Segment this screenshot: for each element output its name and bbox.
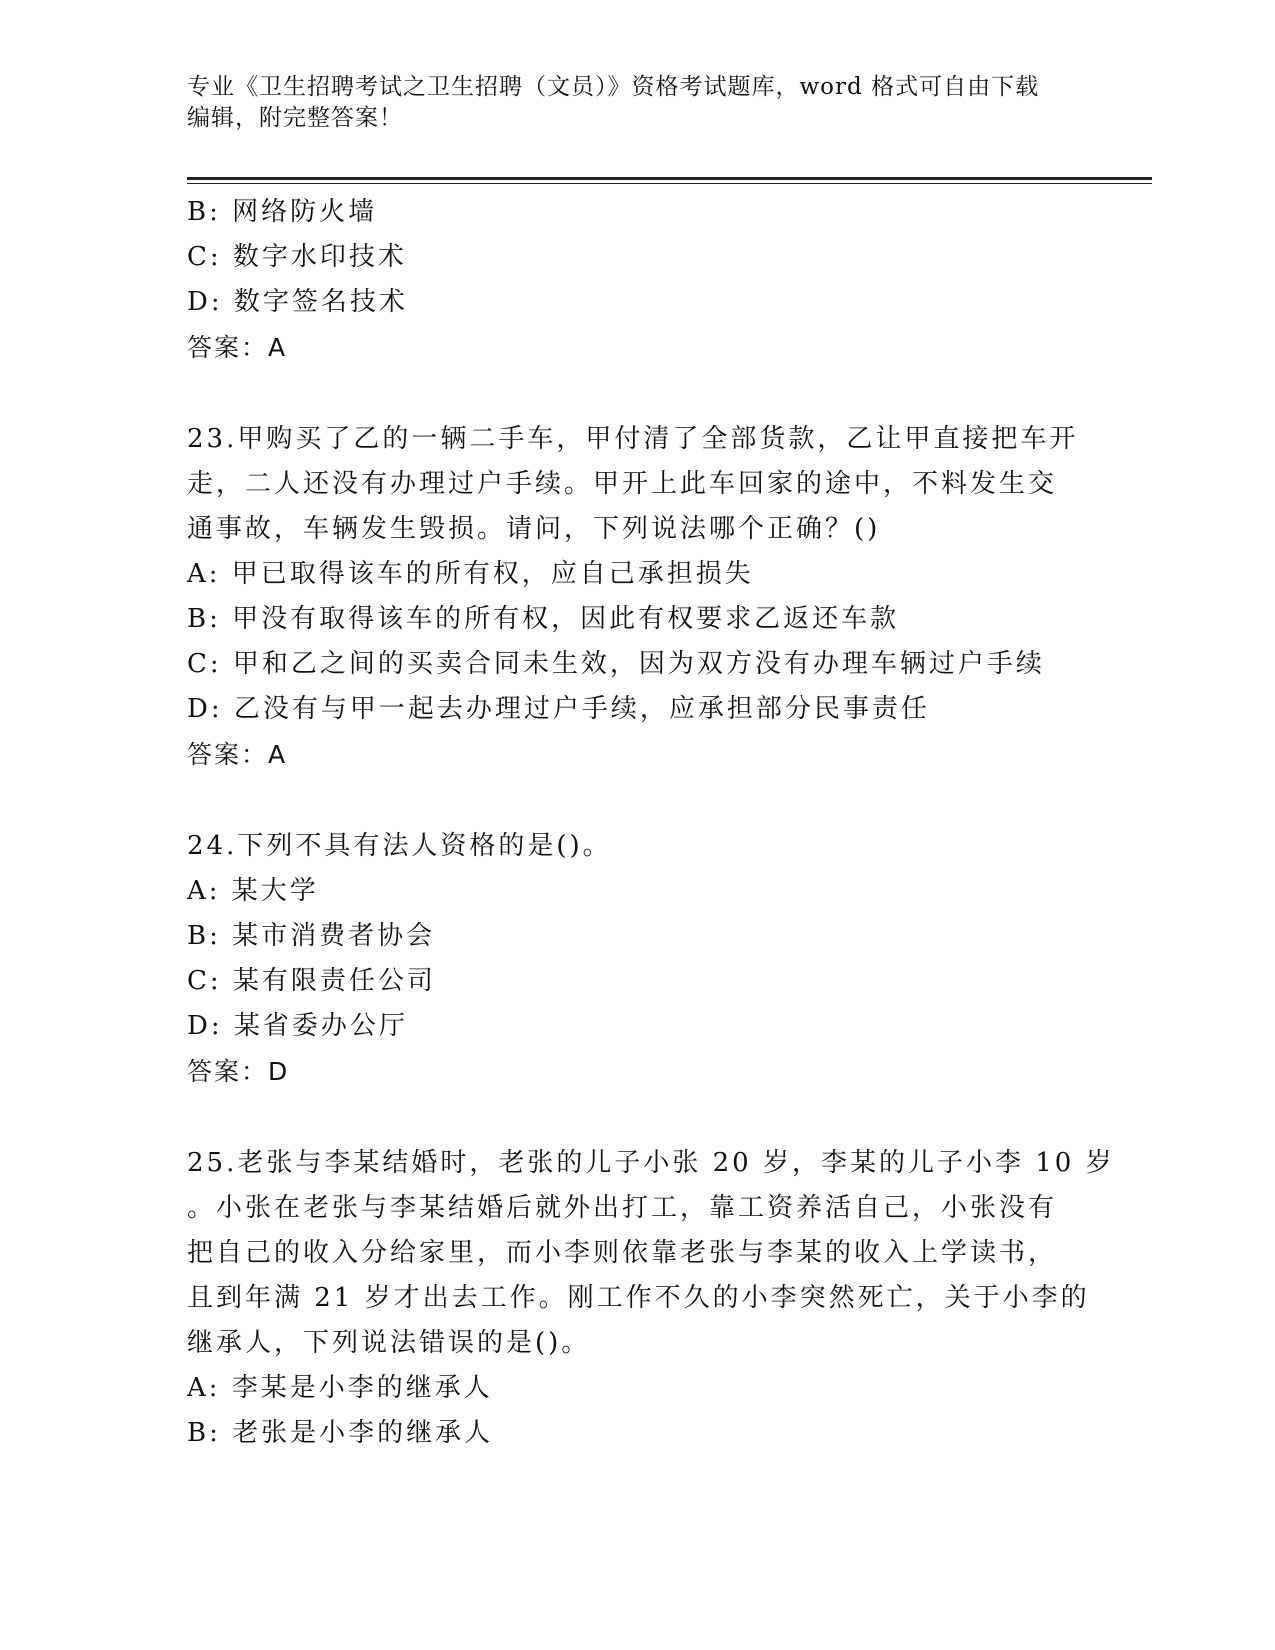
option-a: A: 李某是小李的继承人 — [187, 1373, 493, 1403]
question-24 — [187, 824, 1087, 1094]
option-d: D: 某省委办公厅 — [187, 1011, 408, 1041]
option-a: A: 某大学 — [187, 876, 319, 906]
option-b: B: 甲没有取得该车的所有权，因此有权要求乙返还车款 — [187, 604, 900, 634]
stem-line: 把自己的收入分给家里，而小李则依靠老张与李某的收入上学读书， — [187, 1238, 1058, 1268]
stem-line: 且到年满 21 岁才出去工作。刚工作不久的小李突然死亡，关于小李的 — [187, 1283, 1090, 1313]
answer: 答案：D — [187, 1057, 290, 1086]
question-stem — [187, 1141, 1115, 1366]
option-c: C: 某有限责任公司 — [187, 966, 436, 996]
option-c: C: 甲和乙之间的买卖合同未生效，因为双方没有办理车辆过户手续 — [187, 649, 1045, 679]
stem-line: 继承人，下列说法错误的是()。 — [187, 1328, 591, 1358]
question-25 — [187, 1141, 1115, 1456]
header-line-1: 专业《卫生招聘考试之卫生招聘（文员）》资格考试题库，word 格式可自由下载 — [187, 74, 1040, 100]
question-stem — [187, 417, 1087, 552]
stem-line: 。小张在老张与李某结婚后就外出打工，靠工资养活自己，小张没有 — [187, 1193, 1058, 1223]
answer: 答案：A — [187, 333, 288, 362]
option-d: D: 数字签名技术 — [187, 287, 408, 317]
document-header — [187, 72, 1077, 134]
stem-line: 通事故，车辆发生毁损。请问，下列说法哪个正确？() — [187, 514, 881, 544]
header-rule-thick — [187, 177, 1152, 180]
question-23 — [187, 417, 1087, 777]
question-22 — [187, 190, 1087, 370]
stem-line: 25.老张与李某结婚时，老张的儿子小张 20 岁，李某的儿子小李 10 岁 — [187, 1148, 1115, 1178]
header-line-2: 编辑，附完整答案！ — [187, 105, 403, 131]
option-c: C: 数字水印技术 — [187, 242, 407, 272]
stem-line: 走，二人还没有办理过户手续。甲开上此车回家的途中，不料发生交 — [187, 469, 1058, 499]
option-a: A: 甲已取得该车的所有权，应自己承担损失 — [187, 559, 754, 589]
question-stem — [187, 824, 1087, 869]
question-content — [187, 190, 1115, 1456]
option-b: B: 老张是小李的继承人 — [187, 1418, 494, 1448]
stem-line: 24.下列不具有法人资格的是()。 — [187, 831, 612, 861]
stem-line: 23.甲购买了乙的一辆二手车，甲付清了全部货款，乙让甲直接把车开 — [187, 424, 1079, 454]
header-rule-thin — [187, 183, 1152, 184]
answer: 答案：A — [187, 740, 288, 769]
option-b: B: 网络防火墙 — [187, 197, 378, 227]
option-b: B: 某市消费者协会 — [187, 921, 436, 951]
option-d: D: 乙没有与甲一起去办理过户手续，应承担部分民事责任 — [187, 694, 930, 724]
